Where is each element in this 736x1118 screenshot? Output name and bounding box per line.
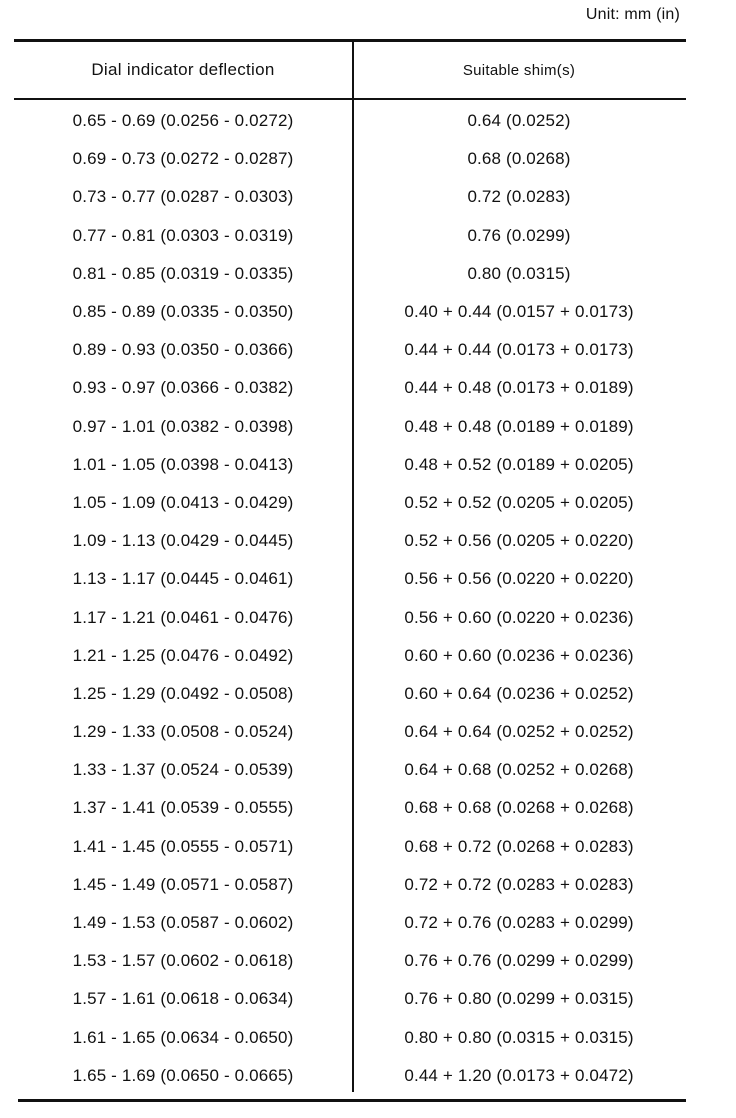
table-header	[14, 42, 686, 98]
deflection-cell: 1.09 - 1.13 (0.0429 - 0.0445)	[72, 531, 294, 551]
table-row	[14, 255, 686, 293]
table-row	[14, 904, 686, 942]
table-row	[14, 140, 686, 178]
table-row	[14, 713, 686, 751]
table-row	[14, 331, 686, 369]
table-row	[14, 866, 686, 904]
shim-cell: 0.60 + 0.64 (0.0236 + 0.0252)	[404, 683, 634, 703]
deflection-cell: 0.97 - 1.01 (0.0382 - 0.0398)	[72, 416, 294, 436]
table-row	[14, 102, 686, 140]
deflection-cell: 1.37 - 1.41 (0.0539 - 0.0555)	[72, 798, 294, 818]
table-row	[14, 293, 686, 331]
shim-cell: 0.72 (0.0283)	[467, 187, 571, 207]
shim-cell: 0.68 (0.0268)	[467, 149, 571, 169]
shim-cell: 0.60 + 0.60 (0.0236 + 0.0236)	[404, 645, 634, 665]
shim-cell: 0.48 + 0.52 (0.0189 + 0.0205)	[404, 454, 634, 474]
deflection-cell: 1.29 - 1.33 (0.0508 - 0.0524)	[72, 722, 294, 742]
deflection-cell: 1.17 - 1.21 (0.0461 - 0.0476)	[72, 607, 294, 627]
shim-cell: 0.68 + 0.68 (0.0268 + 0.0268)	[404, 798, 634, 818]
deflection-cell: 0.85 - 0.89 (0.0335 - 0.0350)	[72, 302, 294, 322]
shim-cell: 0.76 (0.0299)	[467, 225, 571, 245]
table-row	[14, 178, 686, 216]
shim-table	[14, 102, 686, 1095]
shim-cell: 0.64 + 0.68 (0.0252 + 0.0268)	[404, 760, 634, 780]
shim-cell: 0.76 + 0.80 (0.0299 + 0.0315)	[404, 989, 634, 1009]
deflection-cell: 1.21 - 1.25 (0.0476 - 0.0492)	[72, 645, 294, 665]
table-row	[14, 1057, 686, 1095]
shim-cell: 0.56 + 0.60 (0.0220 + 0.0236)	[404, 607, 634, 627]
table-row	[14, 828, 686, 866]
shim-cell: 0.68 + 0.72 (0.0268 + 0.0283)	[404, 836, 634, 856]
deflection-cell: 0.81 - 0.85 (0.0319 - 0.0335)	[72, 263, 294, 283]
shim-cell: 0.76 + 0.76 (0.0299 + 0.0299)	[404, 951, 634, 971]
table-row	[14, 980, 686, 1018]
deflection-cell: 1.53 - 1.57 (0.0602 - 0.0618)	[72, 951, 294, 971]
table-row	[14, 637, 686, 675]
header-shims: Suitable shim(s)	[462, 61, 576, 79]
table-row	[14, 675, 686, 713]
table-row	[14, 446, 686, 484]
table-row	[14, 408, 686, 446]
shim-cell: 0.40 + 0.44 (0.0157 + 0.0173)	[404, 302, 634, 322]
table-row	[14, 484, 686, 522]
shim-cell: 0.44 + 1.20 (0.0173 + 0.0472)	[404, 1065, 634, 1085]
deflection-cell: 1.25 - 1.29 (0.0492 - 0.0508)	[72, 683, 294, 703]
shim-cell: 0.44 + 0.48 (0.0173 + 0.0189)	[404, 378, 634, 398]
deflection-cell: 0.73 - 0.77 (0.0287 - 0.0303)	[72, 187, 294, 207]
deflection-cell: 0.65 - 0.69 (0.0256 - 0.0272)	[72, 111, 294, 131]
deflection-cell: 1.01 - 1.05 (0.0398 - 0.0413)	[72, 454, 294, 474]
table-row	[14, 942, 686, 980]
deflection-cell: 0.69 - 0.73 (0.0272 - 0.0287)	[72, 149, 294, 169]
shim-cell: 0.52 + 0.56 (0.0205 + 0.0220)	[404, 531, 634, 551]
table-bottom-rule	[18, 1099, 686, 1102]
deflection-cell: 0.77 - 0.81 (0.0303 - 0.0319)	[72, 225, 294, 245]
shim-cell: 0.72 + 0.72 (0.0283 + 0.0283)	[404, 874, 634, 894]
deflection-cell: 1.41 - 1.45 (0.0555 - 0.0571)	[72, 836, 294, 856]
table-header-rule	[14, 98, 686, 100]
deflection-cell: 1.65 - 1.69 (0.0650 - 0.0665)	[72, 1065, 294, 1085]
deflection-cell: 1.45 - 1.49 (0.0571 - 0.0587)	[72, 874, 294, 894]
deflection-cell: 1.57 - 1.61 (0.0618 - 0.0634)	[72, 989, 294, 1009]
shim-cell: 0.64 (0.0252)	[467, 111, 571, 131]
shim-cell: 0.56 + 0.56 (0.0220 + 0.0220)	[404, 569, 634, 589]
shim-cell: 0.72 + 0.76 (0.0283 + 0.0299)	[404, 913, 634, 933]
deflection-cell: 0.93 - 0.97 (0.0366 - 0.0382)	[72, 378, 294, 398]
table-row	[14, 789, 686, 827]
shim-cell: 0.48 + 0.48 (0.0189 + 0.0189)	[404, 416, 634, 436]
deflection-cell: 1.33 - 1.37 (0.0524 - 0.0539)	[72, 760, 294, 780]
deflection-cell: 1.61 - 1.65 (0.0634 - 0.0650)	[72, 1027, 294, 1047]
shim-cell: 0.80 + 0.80 (0.0315 + 0.0315)	[404, 1027, 634, 1047]
deflection-cell: 1.05 - 1.09 (0.0413 - 0.0429)	[72, 492, 294, 512]
header-deflection: Dial indicator deflection	[91, 60, 275, 79]
shim-cell: 0.52 + 0.52 (0.0205 + 0.0205)	[404, 492, 634, 512]
table-row	[14, 217, 686, 255]
unit-label: Unit: mm (in)	[585, 6, 680, 23]
table-row	[14, 369, 686, 407]
table-row	[14, 560, 686, 598]
table-row	[14, 1019, 686, 1057]
deflection-cell: 1.49 - 1.53 (0.0587 - 0.0602)	[72, 913, 294, 933]
deflection-cell: 0.89 - 0.93 (0.0350 - 0.0366)	[72, 340, 294, 360]
deflection-cell: 1.13 - 1.17 (0.0445 - 0.0461)	[72, 569, 294, 589]
shim-cell: 0.80 (0.0315)	[467, 263, 571, 283]
table-row	[14, 751, 686, 789]
shim-cell: 0.64 + 0.64 (0.0252 + 0.0252)	[404, 722, 634, 742]
shim-cell: 0.44 + 0.44 (0.0173 + 0.0173)	[404, 340, 634, 360]
table-row	[14, 598, 686, 636]
table-row	[14, 522, 686, 560]
